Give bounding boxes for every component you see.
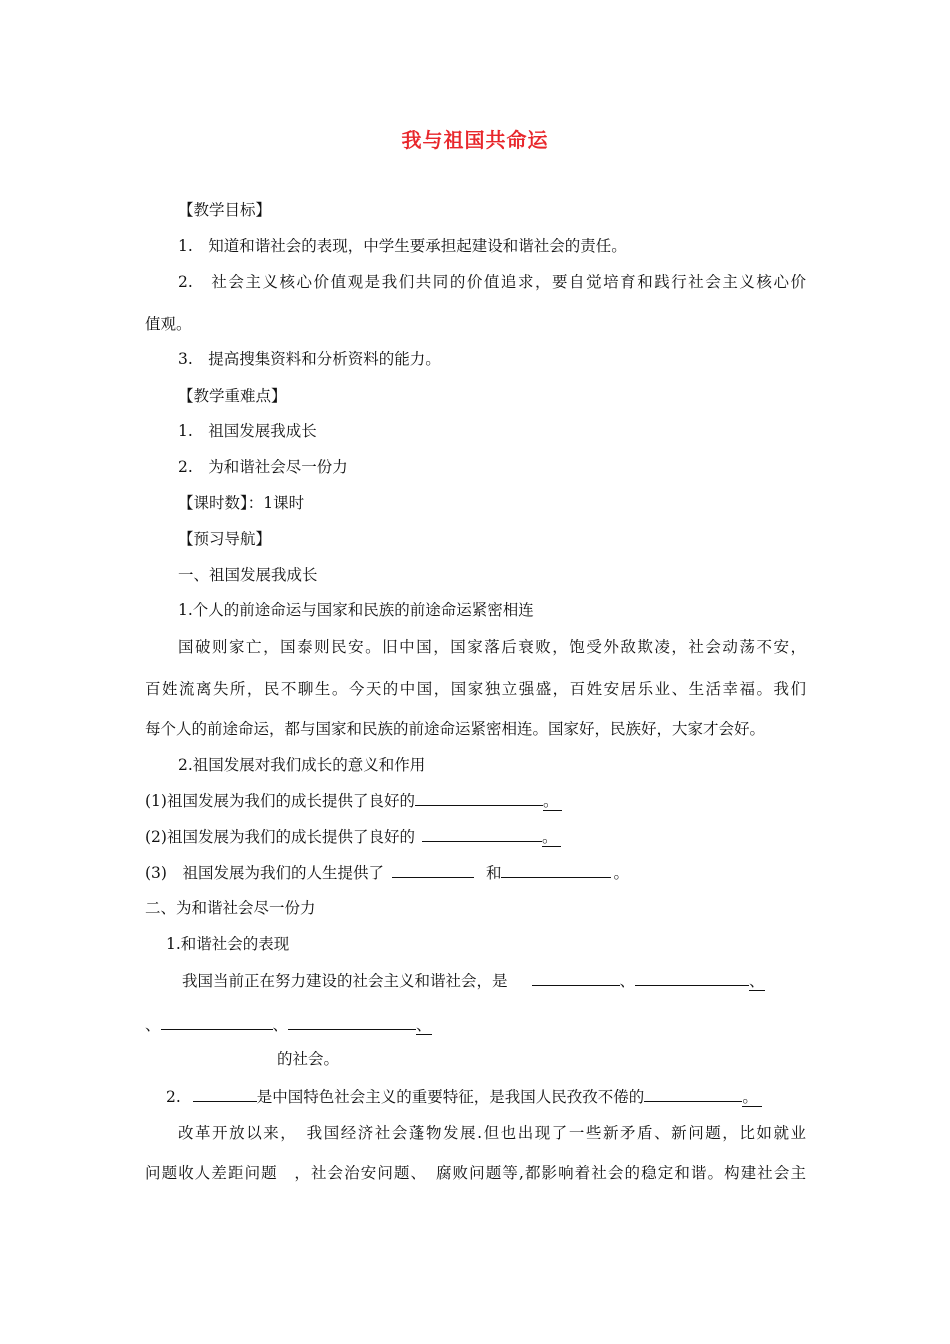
- key-points-heading: 【教学重难点】: [178, 387, 287, 405]
- objective-1: 1. 知道和谐社会的表现，中学生要承担起建设和谐社会的责任。: [178, 237, 627, 255]
- section-2-paragraph-line-2: 问题收人差距问题 ，社会治安问题、 腐败问题等,都影响着社会的稳定和谐。构建社会主: [145, 1164, 806, 1182]
- question-3: [145, 862, 629, 883]
- question-1-end: 。: [543, 792, 563, 811]
- question-3-text: (3) 祖国发展为我们的人生提供了: [145, 864, 384, 882]
- harmony-text: 我国当前正在努力建设的社会主义和谐社会，是: [182, 972, 508, 990]
- question-2: [145, 826, 561, 847]
- harmony-sep-4: 、: [272, 1016, 289, 1034]
- harmony-blank-1[interactable]: [532, 970, 620, 986]
- objective-2-line-2: 值观。: [145, 315, 192, 333]
- section-2-sub-2: [166, 1086, 762, 1107]
- section-1-title: 一、祖国发展我成长: [178, 566, 318, 584]
- question-1-blank[interactable]: [415, 790, 543, 806]
- harmony-line-1: [182, 970, 765, 991]
- question-1-text: (1)祖国发展为我们的成长提供了良好的: [145, 792, 415, 810]
- section-2-sub-1: 1.和谐社会的表现: [166, 935, 290, 953]
- question-1: [145, 790, 562, 811]
- question-3-blank-2[interactable]: [501, 862, 611, 878]
- objectives-heading: 【教学目标】: [178, 201, 272, 219]
- preview-heading: 【预习导航】: [178, 530, 272, 548]
- harmony-sep-3: 、: [145, 1016, 161, 1034]
- harmony-line-3: 的社会。: [277, 1050, 340, 1068]
- section-2-title: 二、为和谐社会尽一份力: [145, 899, 316, 917]
- objective-2-line-1: 2. 社会主义核心价值观是我们共同的价值追求，要自觉培育和践行社会主义核心价: [178, 273, 806, 291]
- section-2-sub-2-blank-2[interactable]: [644, 1086, 742, 1102]
- key-point-1: 1. 祖国发展我成长: [178, 422, 317, 440]
- section-2-sub-2-end: 。: [742, 1088, 762, 1107]
- question-2-end: 。: [542, 828, 562, 847]
- harmony-sep-5: 、: [416, 1016, 432, 1034]
- harmony-line-2: [145, 1014, 432, 1035]
- section-1-sub-2: 2.祖国发展对我们成长的意义和作用: [178, 756, 426, 774]
- section-1-sub-1: 1.个人的前途命运与国家和民族的前途命运紧密相连: [178, 601, 534, 619]
- key-point-2: 2. 为和谐社会尽一份力: [178, 458, 348, 476]
- section-2-sub-2-blank-1[interactable]: [193, 1086, 257, 1102]
- class-hours: 【课时数】：1课时: [178, 494, 305, 512]
- question-2-blank[interactable]: [422, 826, 542, 842]
- question-2-text: (2)祖国发展为我们的成长提供了良好的: [145, 828, 415, 846]
- objective-3: 3. 提高搜集资料和分析资料的能力。: [178, 350, 441, 368]
- harmony-blank-3[interactable]: [161, 1014, 273, 1030]
- section-2-paragraph-line-1: 改革开放以来， 我国经济社会蓬物发展.但也出现了一些新矛盾、新问题，比如就业: [178, 1124, 806, 1142]
- section-1-paragraph-line-1: 国破则家亡，国泰则民安。旧中国，国家落后衰败，饱受外敌欺凌，社会动荡不安，: [178, 638, 806, 656]
- section-1-paragraph-line-2: 百姓流离失所，民不聊生。今天的中国，国家独立强盛，百姓安居乐业、生活幸福。我们: [145, 680, 806, 698]
- harmony-blank-4[interactable]: [288, 1014, 416, 1030]
- question-3-and: 和: [485, 864, 502, 882]
- harmony-blank-2[interactable]: [635, 970, 749, 986]
- section-2-sub-2-text: 是中国特色社会主义的重要特征，是我国人民孜孜不倦的: [256, 1088, 645, 1106]
- page-title: 我与祖国共命运: [401, 128, 549, 152]
- section-1-paragraph-line-3: 每个人的前途命运，都与国家和民族的前途命运紧密相连。国家好，民族好，大家才会好。: [145, 720, 766, 738]
- question-3-blank-1[interactable]: [392, 862, 474, 878]
- section-2-sub-2-num: 2.: [166, 1088, 181, 1106]
- harmony-sep-1: 、: [619, 972, 636, 990]
- harmony-sep-2: 、: [749, 972, 765, 990]
- question-3-end: 。: [613, 864, 629, 882]
